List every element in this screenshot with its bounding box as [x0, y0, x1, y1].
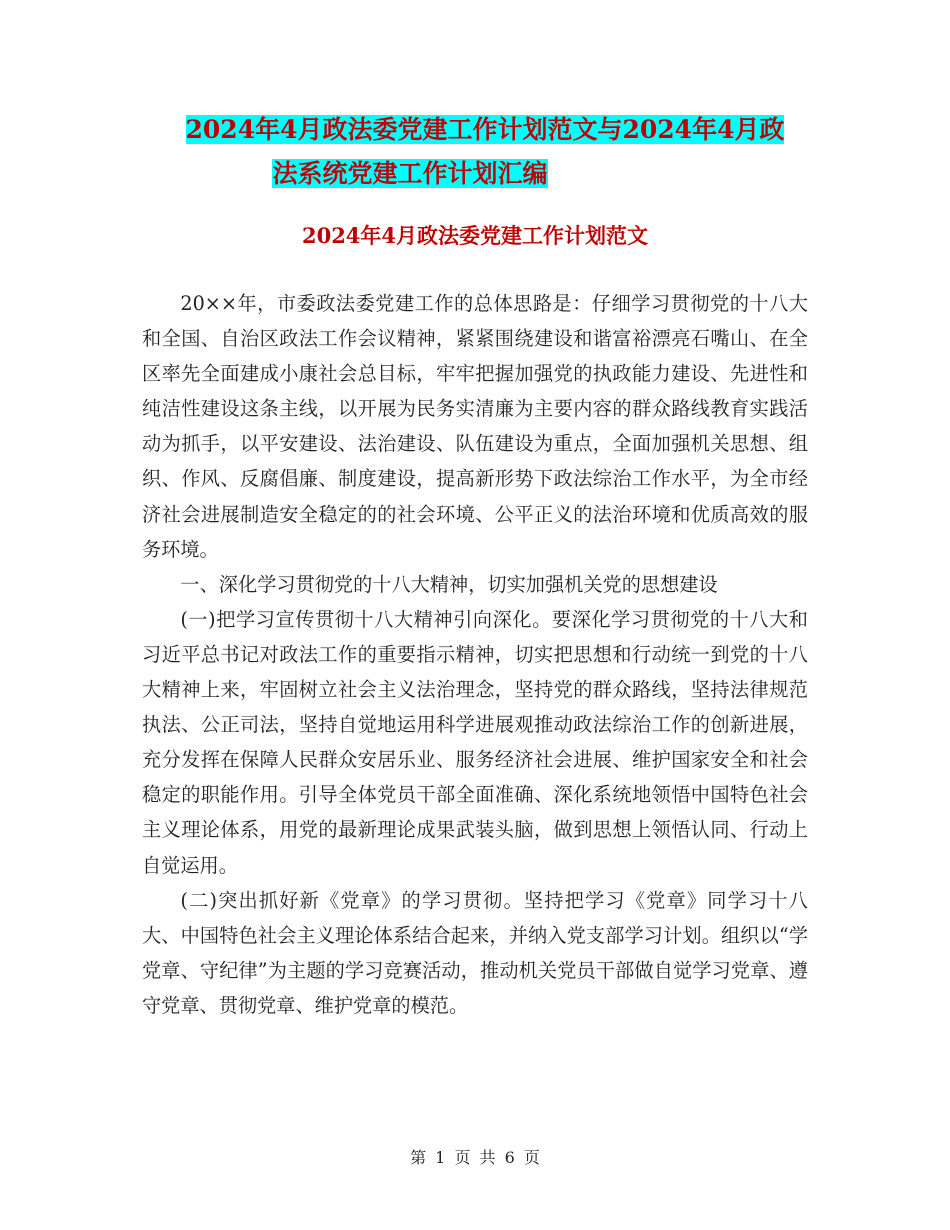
- page-footer: 第 1 页 共 6 页: [410, 1148, 540, 1167]
- document-title-line-2: [0, 154, 950, 194]
- document-title-line-1: [0, 110, 950, 150]
- paragraph-intro: 20××年，市委政法委党建工作的总体思路是：仔细学习贯彻党的十八大和全国、自治区政法工作会议精神，紧紧围绕建设和谐富裕漂亮石嘴山、在全区率先全面建成小康社会总目标，牢牢把握加强党的执政能力建设、先进性和纯洁性建设这条主线，以开展为民务实清廉为主要内容的群众路线教育实践活动为抓手，以平安建设、法治建设、队伍建设为重点，全面加强机关思想、组织、作风、反腐倡廉、制度建设，提高新形势下政法综治工作水平，为全市经济社会进展制造安全稳定的的社会环境、公平正义的法治环境和优质高效的服务环境。: [142, 292, 808, 561]
- document-title-text-1: 2024年4月政法委党建工作计划范文与2024年4月政: [185, 115, 785, 144]
- paragraph-item-2: (二)突出抓好新《党章》的学习贯彻。坚持把学习《党章》同学习十八大、中国特色社会主义理论体系结合起来，并纳入党支部学习计划。组织以“学党章、守纪律”为主题的学习竞赛活动，推动机关党员干部做自觉学习党章、遵守党章、贯彻党章、维护党章的模范。: [142, 888, 808, 1017]
- document-title-text-2: 法系统党建工作计划汇编: [272, 159, 548, 188]
- paragraph-heading-1: 一、深化学习贯彻党的十八大精神，切实加强机关党的思想建设: [180, 572, 718, 596]
- paragraph-item-1: (一)把学习宣传贯彻十八大精神引向深化。要深化学习贯彻党的十八大和习近平总书记对政法工作的重要指示精神，切实把思想和行动统一到党的十八大精神上来，牢固树立社会主义法治理念，坚持党的群众路线，坚持法律规范执法、公正司法，坚持自觉地运用科学进展观推动政法综治工作的创新进展，充分发挥在保障人民群众安居乐业、服务经济社会进展、维护国家安全和社会稳定的职能作用。引导全体党员干部全面准确、深化系统地领悟中国特色社会主义理论体系，用党的最新理论成果武装头脑，做到思想上领悟认同、行动上自觉运用。: [142, 607, 808, 877]
- body-text: [142, 286, 808, 1023]
- section-title: 2024年4月政法委党建工作计划范文: [301, 223, 649, 248]
